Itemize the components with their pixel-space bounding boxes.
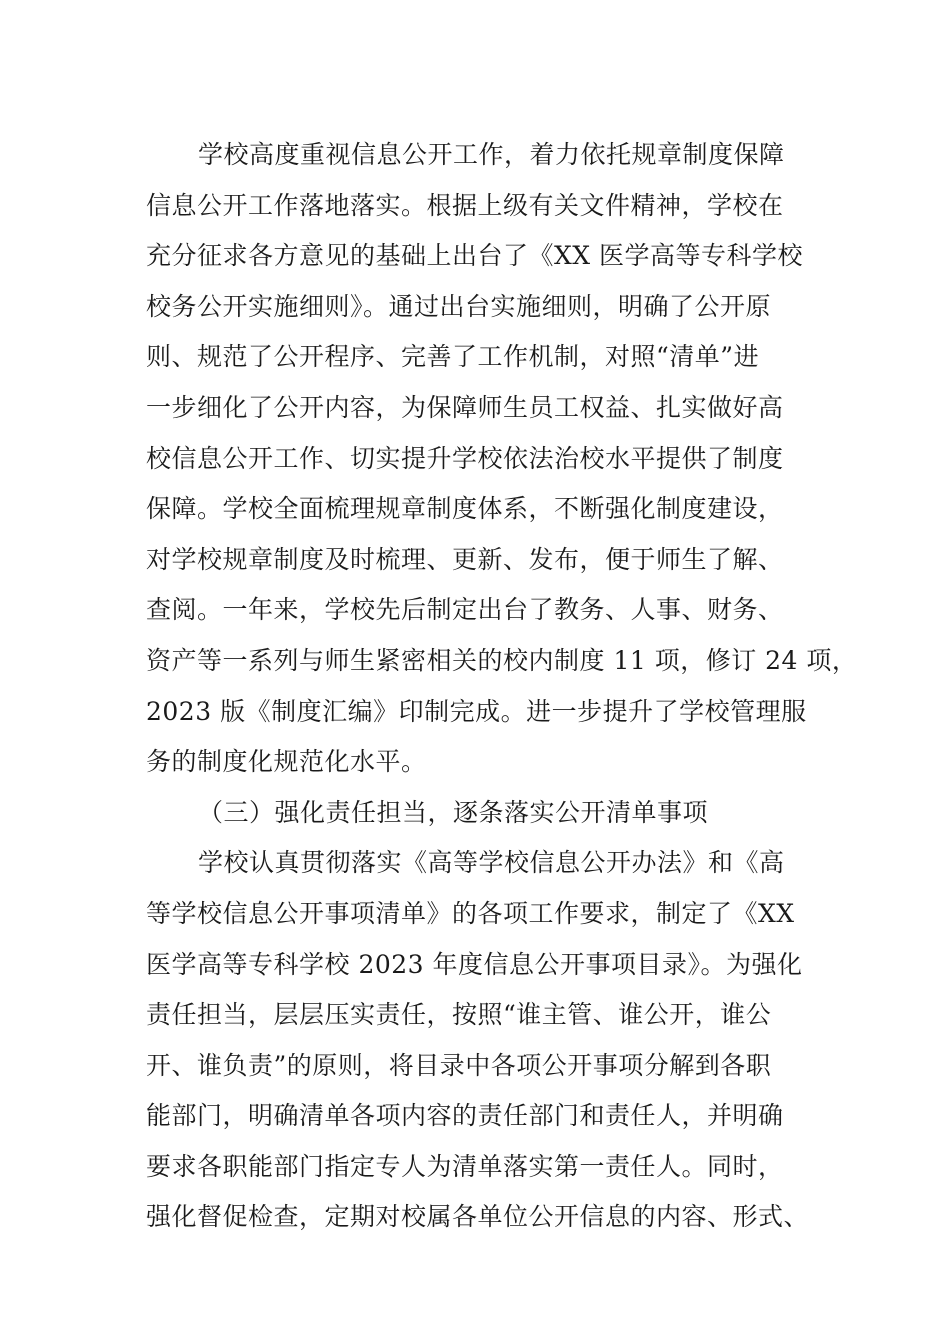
text-line: 医学高等专科学校 2023 年度信息公开事项目录》。为强化 bbox=[146, 949, 803, 979]
text-line: 对学校规章制度及时梳理、更新、发布，便于师生了解、 bbox=[146, 544, 784, 574]
text-line: 等学校信息公开事项清单》的各项工作要求，制定了《XX bbox=[146, 898, 795, 928]
text-line: 责任担当，层层压实责任，按照“谁主管、谁公开，谁公 bbox=[146, 1000, 772, 1030]
text-line: 充分征求各方意见的基础上出台了《XX 医学高等专科学校 bbox=[146, 241, 804, 271]
text-line: 强化督促检查，定期对校属各单位公开信息的内容、形式、 bbox=[146, 1202, 810, 1232]
text-line: 开、谁负责”的原则，将目录中各项公开事项分解到各职 bbox=[146, 1050, 772, 1080]
text-line: 务的制度化规范化水平。 bbox=[146, 747, 427, 777]
document-body bbox=[146, 130, 858, 1243]
text-line: 则、规范了公开程序、完善了工作机制，对照“清单”进 bbox=[146, 342, 760, 372]
text-line: 学校认真贯彻落实《高等学校信息公开办法》和《高 bbox=[198, 848, 785, 878]
text-line: 信息公开工作落地落实。根据上级有关文件精神，学校在 bbox=[146, 190, 784, 220]
text-line: 校务公开实施细则》。通过出台实施细则，明确了公开原 bbox=[146, 291, 772, 321]
text-line: 一步细化了公开内容，为保障师生员工权益、扎实做好高 bbox=[146, 392, 784, 422]
text-line: 要求各职能部门指定专人为清单落实第一责任人。同时， bbox=[146, 1151, 784, 1181]
text-line: 保障。学校全面梳理规章制度体系，不断强化制度建设， bbox=[146, 494, 784, 524]
text-line: 学校高度重视信息公开工作，着力依托规章制度保障 bbox=[198, 140, 785, 169]
text-line: 能部门，明确清单各项内容的责任部门和责任人，并明确 bbox=[146, 1101, 784, 1131]
section-heading: （三）强化责任担当，逐条落实公开清单事项 bbox=[198, 797, 709, 827]
text-line: 资产等一系列与师生紧密相关的校内制度 11 项，修订 24 项， bbox=[146, 645, 858, 675]
text-line: 查阅。一年来，学校先后制定出台了教务、人事、财务、 bbox=[146, 595, 784, 625]
text-line: 2023 版《制度汇编》印制完成。进一步提升了学校管理服 bbox=[146, 696, 807, 726]
text-line: 校信息公开工作、切实提升学校依法治校水平提供了制度 bbox=[146, 443, 784, 473]
